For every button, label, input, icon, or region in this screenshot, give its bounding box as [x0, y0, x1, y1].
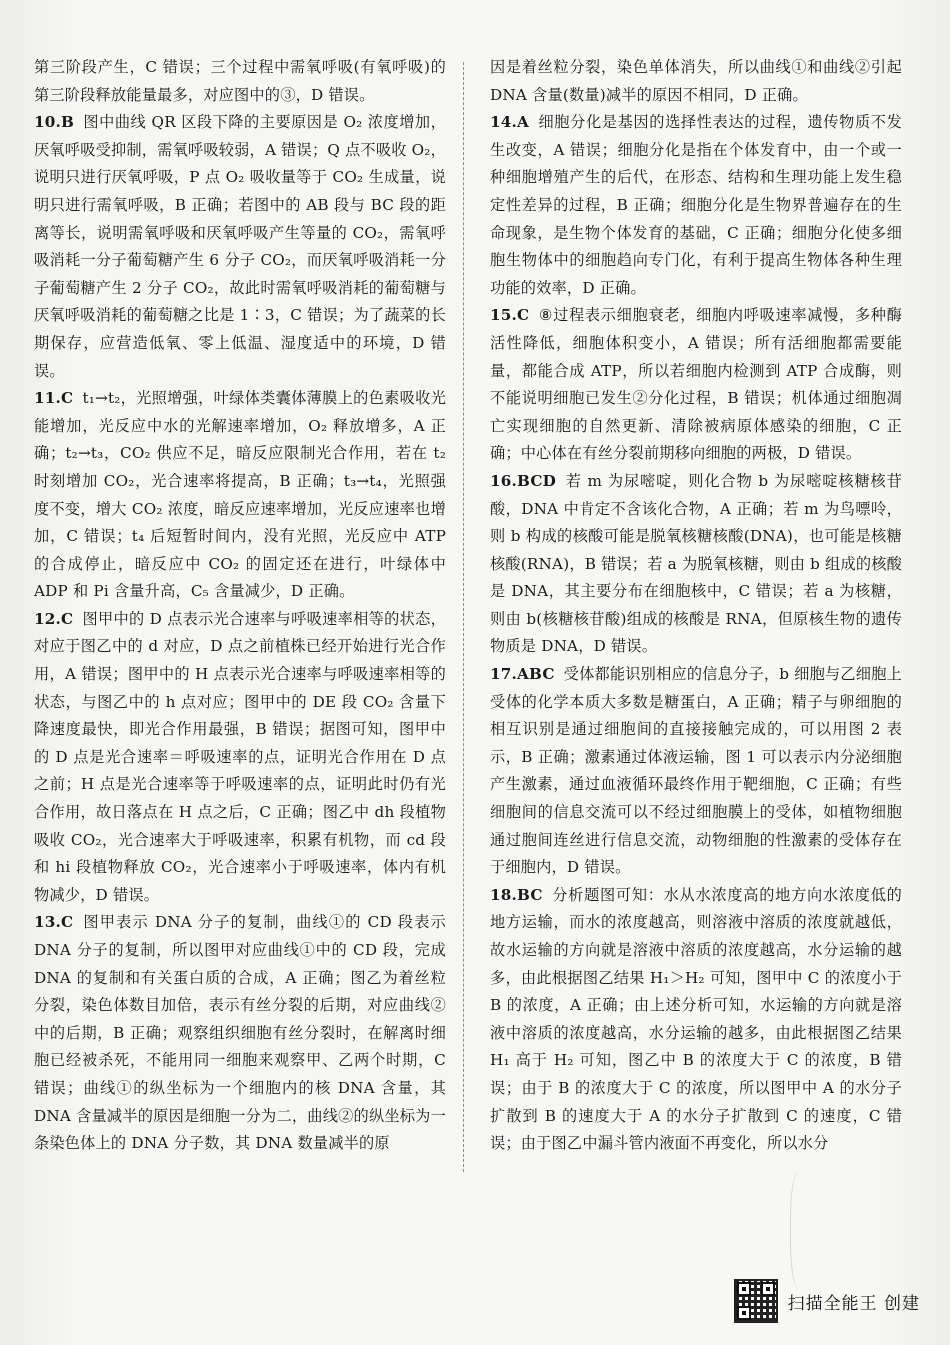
- scanner-watermark: [734, 1279, 920, 1323]
- question-number: 14.: [490, 113, 518, 132]
- answer-12: [34, 606, 446, 910]
- answer-17: [490, 661, 902, 882]
- answer-13: [34, 909, 446, 1157]
- right-continuation: 因是着丝粒分裂，染色单体消失，所以曲线①和曲线②引起 DNA 含量(数量)减半的原因不相同，D 正确。: [490, 58, 902, 104]
- explanation-text: 若 m 为尿嘧啶，则化合物 b 为尿嘧啶核糖核苷酸，DNA 中肯定不含该化合物，A 正确；若 m 为鸟嘌呤，则 b 构成的核酸可能是脱氧核糖核酸(DNA)，也可能是核糖核酸(RNA)，B 错误；若 a 为脱氧核糖，则由 b 组成的核酸是 DNA，其主要分布在细胞核中，C 错误；若 a 为核糖，则由 b(核糖核苷酸)组成的核酸是 RNA，但原核生物的遗传物质是 DNA，D 错误。: [490, 471, 903, 656]
- qr-finder-icon: [737, 1282, 751, 1296]
- explanation-text: 细胞分化是基因的选择性表达的过程，遗传物质不发生改变，A 错误；细胞分化是指在个体发育中，由一个或一种细胞增殖产生的后代，在形态、结构和生理功能上发生稳定性差异的过程，B 正确；细胞分化是生物界普遍存在的生命现象，是生物个体发育的基础，C 正确；细胞分化使多细胞生物体中的细胞趋向专门化，有利于提高生物体各种生理功能的效率，D 正确。: [490, 113, 902, 297]
- answer-choice: BC: [517, 885, 543, 904]
- answer-choice: A: [517, 113, 530, 132]
- explanation-text: 受体都能识别相应的信息分子，b 细胞与乙细胞上受体的化学本质大多数是糖蛋白，A 正确；精子与卵细胞的相互识别是通过细胞间的直接接触完成的，可以用图 2 表示，B 正确；激素通过体液运输，图 1 可以表示内分泌细胞产生激素，通过血液循环最终作用于靶细胞，C 正确；有些细胞间的信息交流可以不经过细胞膜上的受体，如植物细胞通过胞间连丝进行信息交流，动物细胞的性激素的受体存在于细胞内，D 错误。: [490, 665, 902, 877]
- answer-10: [34, 109, 446, 385]
- right-column: [490, 54, 902, 1158]
- question-number: 15.: [490, 306, 518, 325]
- answer-11: [34, 385, 446, 606]
- question-number: 13.: [34, 913, 62, 932]
- answer-15: [490, 302, 902, 468]
- paper-scuff-mark: [790, 1170, 813, 1290]
- question-number: 16.: [490, 471, 518, 490]
- left-continuation: 第三阶段产生，C 错误；三个过程中需氧呼吸(有氧呼吸)的第三阶段释放能量最多，对应图中的③，D 错误。: [34, 58, 446, 104]
- explanation-text: 图甲表示 DNA 分子的复制，曲线①的 CD 段表示 DNA 分子的复制，所以图甲对应曲线①中的 CD 段，完成 DNA 的复制和有关蛋白质的合成，A 正确；图乙为着丝粒分裂，染色体数目加倍，表示有丝分裂的后期，对应曲线②中的后期，B 正确；观察组织细胞有丝分裂时，在解离时细胞已经被杀死，不能用同一细胞来观察甲、乙两个时期，C 错误；曲线①的纵坐标为一个细胞内的核 DNA 含量，其 DNA 含量减半的原因是细胞一分为二，曲线②的纵坐标为一条染色体上的 DNA 分子数，其 DNA 数量减半的原: [34, 913, 446, 1153]
- answer-choice: C: [61, 609, 74, 628]
- answer-choice: C: [61, 389, 74, 408]
- question-number: 12.: [34, 609, 62, 628]
- left-column: [34, 54, 446, 1158]
- explanation-text: 分析题图可知：水从水浓度高的地方向水浓度低的地方运输，而水的浓度越高，则溶液中溶质的浓度就越低，故水运输的方向就是溶液中溶质的浓度越高，水分运输的越多，由此根据图乙结果 H₁＞H₂ 可知，图甲中 C 的浓度小于 B 的浓度，A 正确；由上述分析可知，水运输的方向就是溶液中溶质的浓度越高，水分运输的越多，由此根据图乙结果 H₁ 高于 H₂ 可知，图乙中 B 的浓度大于 C 的浓度，B 错误；由于 B 的浓度大于 C 的浓度，所以图甲中 A 的水分子扩散到 B 的速度大于 A 的水分子扩散到 C 的速度，C 错误；由于图乙中漏斗管内液面不再变化，所以水分: [490, 885, 903, 1153]
- explanation-text: 图甲中的 D 点表示光合速率与呼吸速率相等的状态，对应于图乙中的 d 对应，D 点之前植株已经开始进行光合作用，A 错误；图甲中的 H 点表示光合速率与呼吸速率相等的状态，与图乙中的 h 点对应；图甲中的 DE 段 CO₂ 含量下降速度最快，即光合作用最强，B 错误；据图可知，图甲中的 D 点是光合速率＝呼吸速率的点，证明光合作用在 D 点之前；H 点是光合速率等于呼吸速率的点，证明此时仍有光合作用，故日落点在 H 点之后，C 正确；图乙中 dh 段植物吸收 CO₂，光合速率大于呼吸速率，积累有机物，而 cd 段和 hi 段植物释放 CO₂，光合速率小于呼吸速率，体内有机物减少，D 错误。: [34, 609, 446, 904]
- scanner-brand-text: 扫描全能王 创建: [787, 1293, 920, 1314]
- question-number: 17.: [490, 665, 518, 684]
- column-divider: [463, 62, 464, 1172]
- answer-choice: BCD: [517, 471, 557, 490]
- question-number: 18.: [490, 885, 518, 904]
- question-number: 11.: [34, 389, 62, 408]
- answer-choice: B: [61, 113, 75, 132]
- answer-14: [490, 109, 902, 302]
- answer-18: [490, 882, 902, 1158]
- answer-16: [490, 468, 902, 661]
- explanation-text: 图中曲线 QR 区段下降的主要原因是 O₂ 浓度增加，厌氧呼吸受抑制，需氧呼吸较弱，A 错误；Q 点不吸收 O₂，说明只进行厌氧呼吸，P 点 O₂ 吸收量等于 CO₂ 生成量，说明只进行需氧呼吸，B 正确；若图中的 AB 段与 BC 段的距离等长，说明需氧呼吸和厌氧呼吸产生等量的 CO₂，需氧呼吸消耗一分子葡萄糖产生 6 分子 CO₂，而厌氧呼吸消耗一分子葡萄糖产生 2 分子 CO₂，故此时需氧呼吸消耗的葡萄糖与厌氧呼吸消耗的葡萄糖之比是 1∶3，C 错误；为了蔬菜的长期保存，应营造低氧、零上低温、湿度适中的环境，D 错误。: [34, 113, 446, 380]
- qr-finder-icon: [737, 1306, 751, 1320]
- question-number: 10.: [34, 113, 62, 132]
- qr-finder-icon: [761, 1282, 775, 1296]
- qr-code-icon: [734, 1279, 778, 1323]
- explanation-text: t₁→t₂，光照增强，叶绿体类囊体薄膜上的色素吸收光能增加，光反应中水的光解速率增加，O₂ 释放增多，A 正确；t₂→t₃，CO₂ 供应不足，暗反应限制光合作用，若在 t₂ 时刻增加 CO₂，光合速率将提高，B 正确；t₃→t₄，光照强度不变，增大 CO₂ 浓度，暗反应速率增加，光反应速率也增加，C 错误；t₄ 后短暂时间内，没有光照，光反应中 ATP 的合成停止，暗反应中 CO₂ 的固定还在进行，叶绿体中 ADP 和 Pi 含量升高，C₅ 含量减少，D 正确。: [34, 389, 446, 601]
- answer-choice: C: [517, 306, 530, 325]
- answer-choice: ABC: [517, 665, 555, 684]
- explanation-text: ⑧过程表示细胞衰老，细胞内呼吸速率减慢，多种酶活性降低，细胞体积变小，A 错误；所有活细胞都需要能量，都能合成 ATP，所以若细胞内检测到 ATP 合成酶，则不能说明细胞已发生②分化过程，B 错误；机体通过细胞凋亡实现细胞的自然更新、清除被病原体感染的细胞，C 正确；中心体在有丝分裂前期移向细胞的两极，D 错误。: [490, 306, 903, 463]
- answer-choice: C: [61, 913, 74, 932]
